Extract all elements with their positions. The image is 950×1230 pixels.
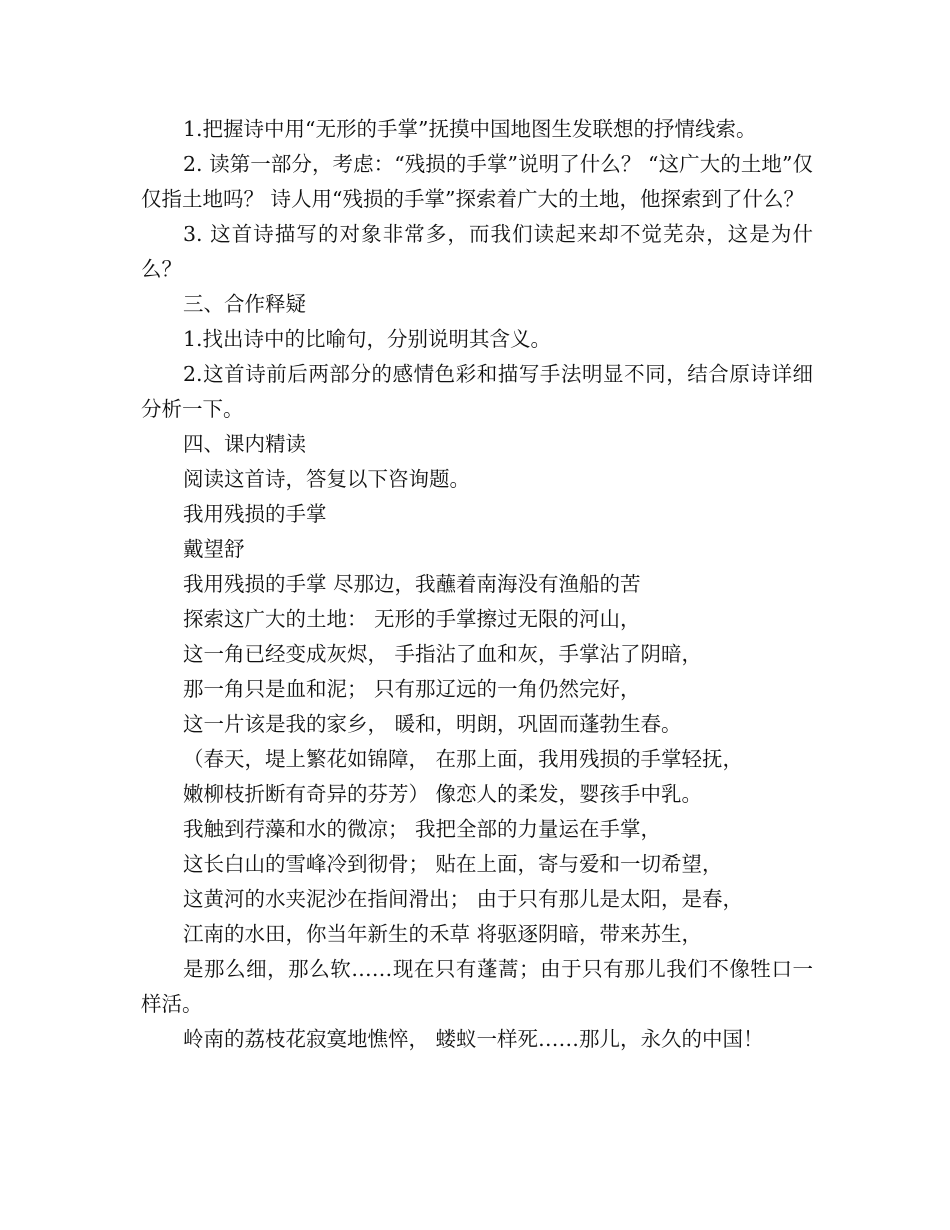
paragraph-question-2: 2. 读第一部分，考虑：“残损的手掌”说明了什么？ “这广大的土地”仅仅指土地吗？ 诗人用“残损的手掌”探索着广大的土地，他探索到了什么？ <box>141 152 813 211</box>
poem-line: 探索这广大的土地： 无形的手掌擦过无限的河山， <box>183 607 641 631</box>
paragraph-task-1: 1.找出诗中的比喻句，分别说明其含义。 <box>183 327 552 351</box>
poem-line: 江南的水田，你当年新生的禾草 将驱逐阴暗，带来苏生， <box>183 922 703 946</box>
poem-line: 是那么细，那么软……现在只有蓬蒿；由于只有那儿我们不像牲口一样活。 <box>141 957 813 1016</box>
poem-line: 岭南的荔枝花寂寞地憔悴， 蝼蚁一样死……那儿，永久的中国！ <box>183 1027 764 1051</box>
poem-line: 这黄河的水夹泥沙在指间滑出； 由于只有那儿是太阳，是春， <box>183 887 744 911</box>
poem-line: 这一片该是我的家乡， 暖和，明朗，巩固而蓬勃生春。 <box>183 712 682 736</box>
poem-line: 嫩柳枝折断有奇异的芬芳） 像恋人的柔发，婴孩手中乳。 <box>183 782 703 806</box>
poem-line: 我触到荇藻和水的微凉； 我把全部的力量运在手掌， <box>183 817 662 841</box>
poem-author: 戴望舒 <box>183 537 245 561</box>
section-heading-cooperative: 三、合作释疑 <box>183 292 306 316</box>
paragraph-question-3: 3. 这首诗描写的对象非常多，而我们读起来却不觉芜杂，这是为什么？ <box>141 222 813 281</box>
poem-line: 我用残损的手掌 尽那边，我蘸着南海没有渔船的苦 <box>183 572 641 596</box>
document-body <box>141 112 813 1057</box>
poem-line: 这长白山的雪峰冷到彻骨； 贴在上面，寄与爱和一切希望， <box>183 852 723 876</box>
poem-line: 那一角只是血和泥； 只有那辽远的一角仍然完好， <box>183 677 641 701</box>
reading-instruction: 阅读这首诗，答复以下咨询题。 <box>183 467 470 491</box>
poem-line: 这一角已经变成灰烬， 手指沾了血和灰，手掌沾了阴暗， <box>183 642 703 666</box>
paragraph-question-1: 1.把握诗中用“无形的手掌”抚摸中国地图生发联想的抒情线索。 <box>183 117 757 141</box>
poem-line: （春天，堤上繁花如锦障， 在那上面，我用残损的手掌轻抚， <box>183 747 744 771</box>
paragraph-task-2: 2.这首诗前后两部分的感情色彩和描写手法明显不同，结合原诗详细分析一下。 <box>141 362 813 421</box>
poem-title: 我用残损的手掌 <box>183 502 327 526</box>
section-heading-close-reading: 四、课内精读 <box>183 432 306 456</box>
